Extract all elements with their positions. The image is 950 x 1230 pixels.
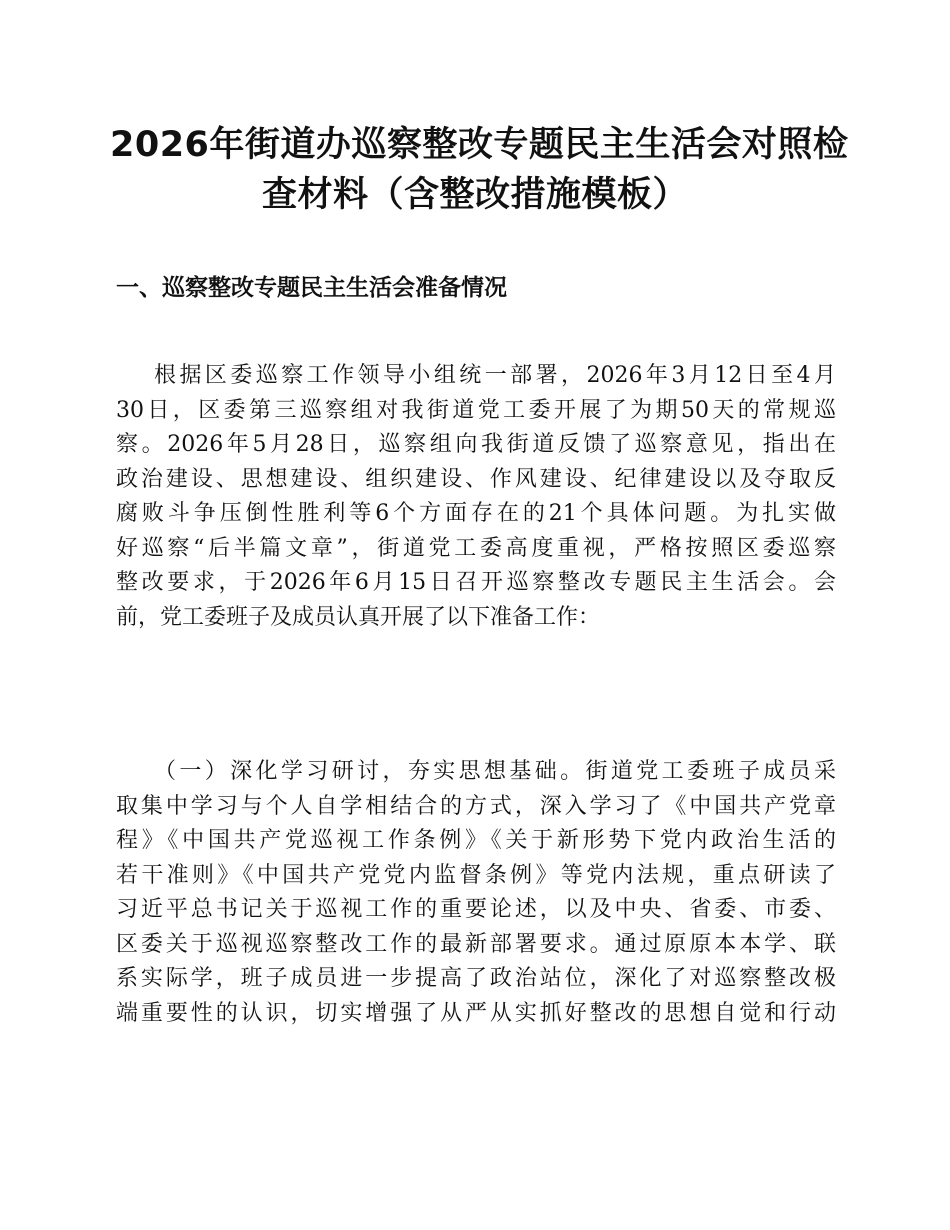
paragraph-study-discussion xyxy=(116,755,836,1031)
paragraph-line: 前，党工委班子及成员认真开展了以下准备工作： xyxy=(116,604,601,630)
paragraph-line: 若干准则》《中国共产党党内监督条例》等党内法规，重点研读了 xyxy=(116,862,836,888)
paragraph-line: 系实际学，班子成员进一步提高了政治站位，深化了对巡察整改极 xyxy=(116,966,836,991)
section-heading: 一、巡察整改专题民主生活会准备情况 xyxy=(116,275,507,301)
paragraph-line: 端重要性的认识，切实增强了从严从实抓好整改的思想自觉和行动 xyxy=(116,1000,836,1026)
paragraph-line: 取集中学习与个人自学相结合的方式，深入学习了《中国共产党章 xyxy=(116,793,836,819)
paragraph-line: （一）深化学习研讨，夯实思想基础。街道党工委班子成员采 xyxy=(154,759,836,784)
paragraph-line: 好巡察“后半篇文章”，街道党工委高度重视，严格按照区委巡察 xyxy=(116,535,836,561)
paragraph-line: 程》《中国共产党巡视工作条例》《关于新形势下党内政治生活的 xyxy=(116,828,836,853)
paragraph-preparation-overview xyxy=(116,359,836,635)
document-title xyxy=(110,120,849,220)
paragraph-line: 察。2026年5月28日，巡察组向我街道反馈了巡察意见，指出在 xyxy=(116,432,836,457)
paragraph-line: 习近平总书记关于巡视工作的重要论述，以及中央、省委、市委、 xyxy=(116,897,836,922)
document-title-line: 查材料（含整改措施模板） xyxy=(261,175,688,215)
paragraph-line: 政治建设、思想建设、组织建设、作风建设、纪律建设以及夺取反 xyxy=(116,466,836,492)
paragraph-line: 区委关于巡视巡察整改工作的最新部署要求。通过原原本本学、联 xyxy=(116,931,836,957)
paragraph-line: 整改要求，于2026年6月15日召开巡察整改专题民主生活会。会 xyxy=(116,570,836,595)
paragraph-line: 根据区委巡察工作领导小组统一部署，2026年3月12日至4月 xyxy=(154,363,836,388)
paragraph-line: 腐败斗争压倒性胜利等6个方面存在的21个具体问题。为扎实做 xyxy=(116,501,836,526)
document-title-line: 2026年街道办巡察整改专题民主生活会对照检 xyxy=(110,125,849,165)
paragraph-line: 30日，区委第三巡察组对我街道党工委开展了为期50天的常规巡 xyxy=(116,397,836,423)
